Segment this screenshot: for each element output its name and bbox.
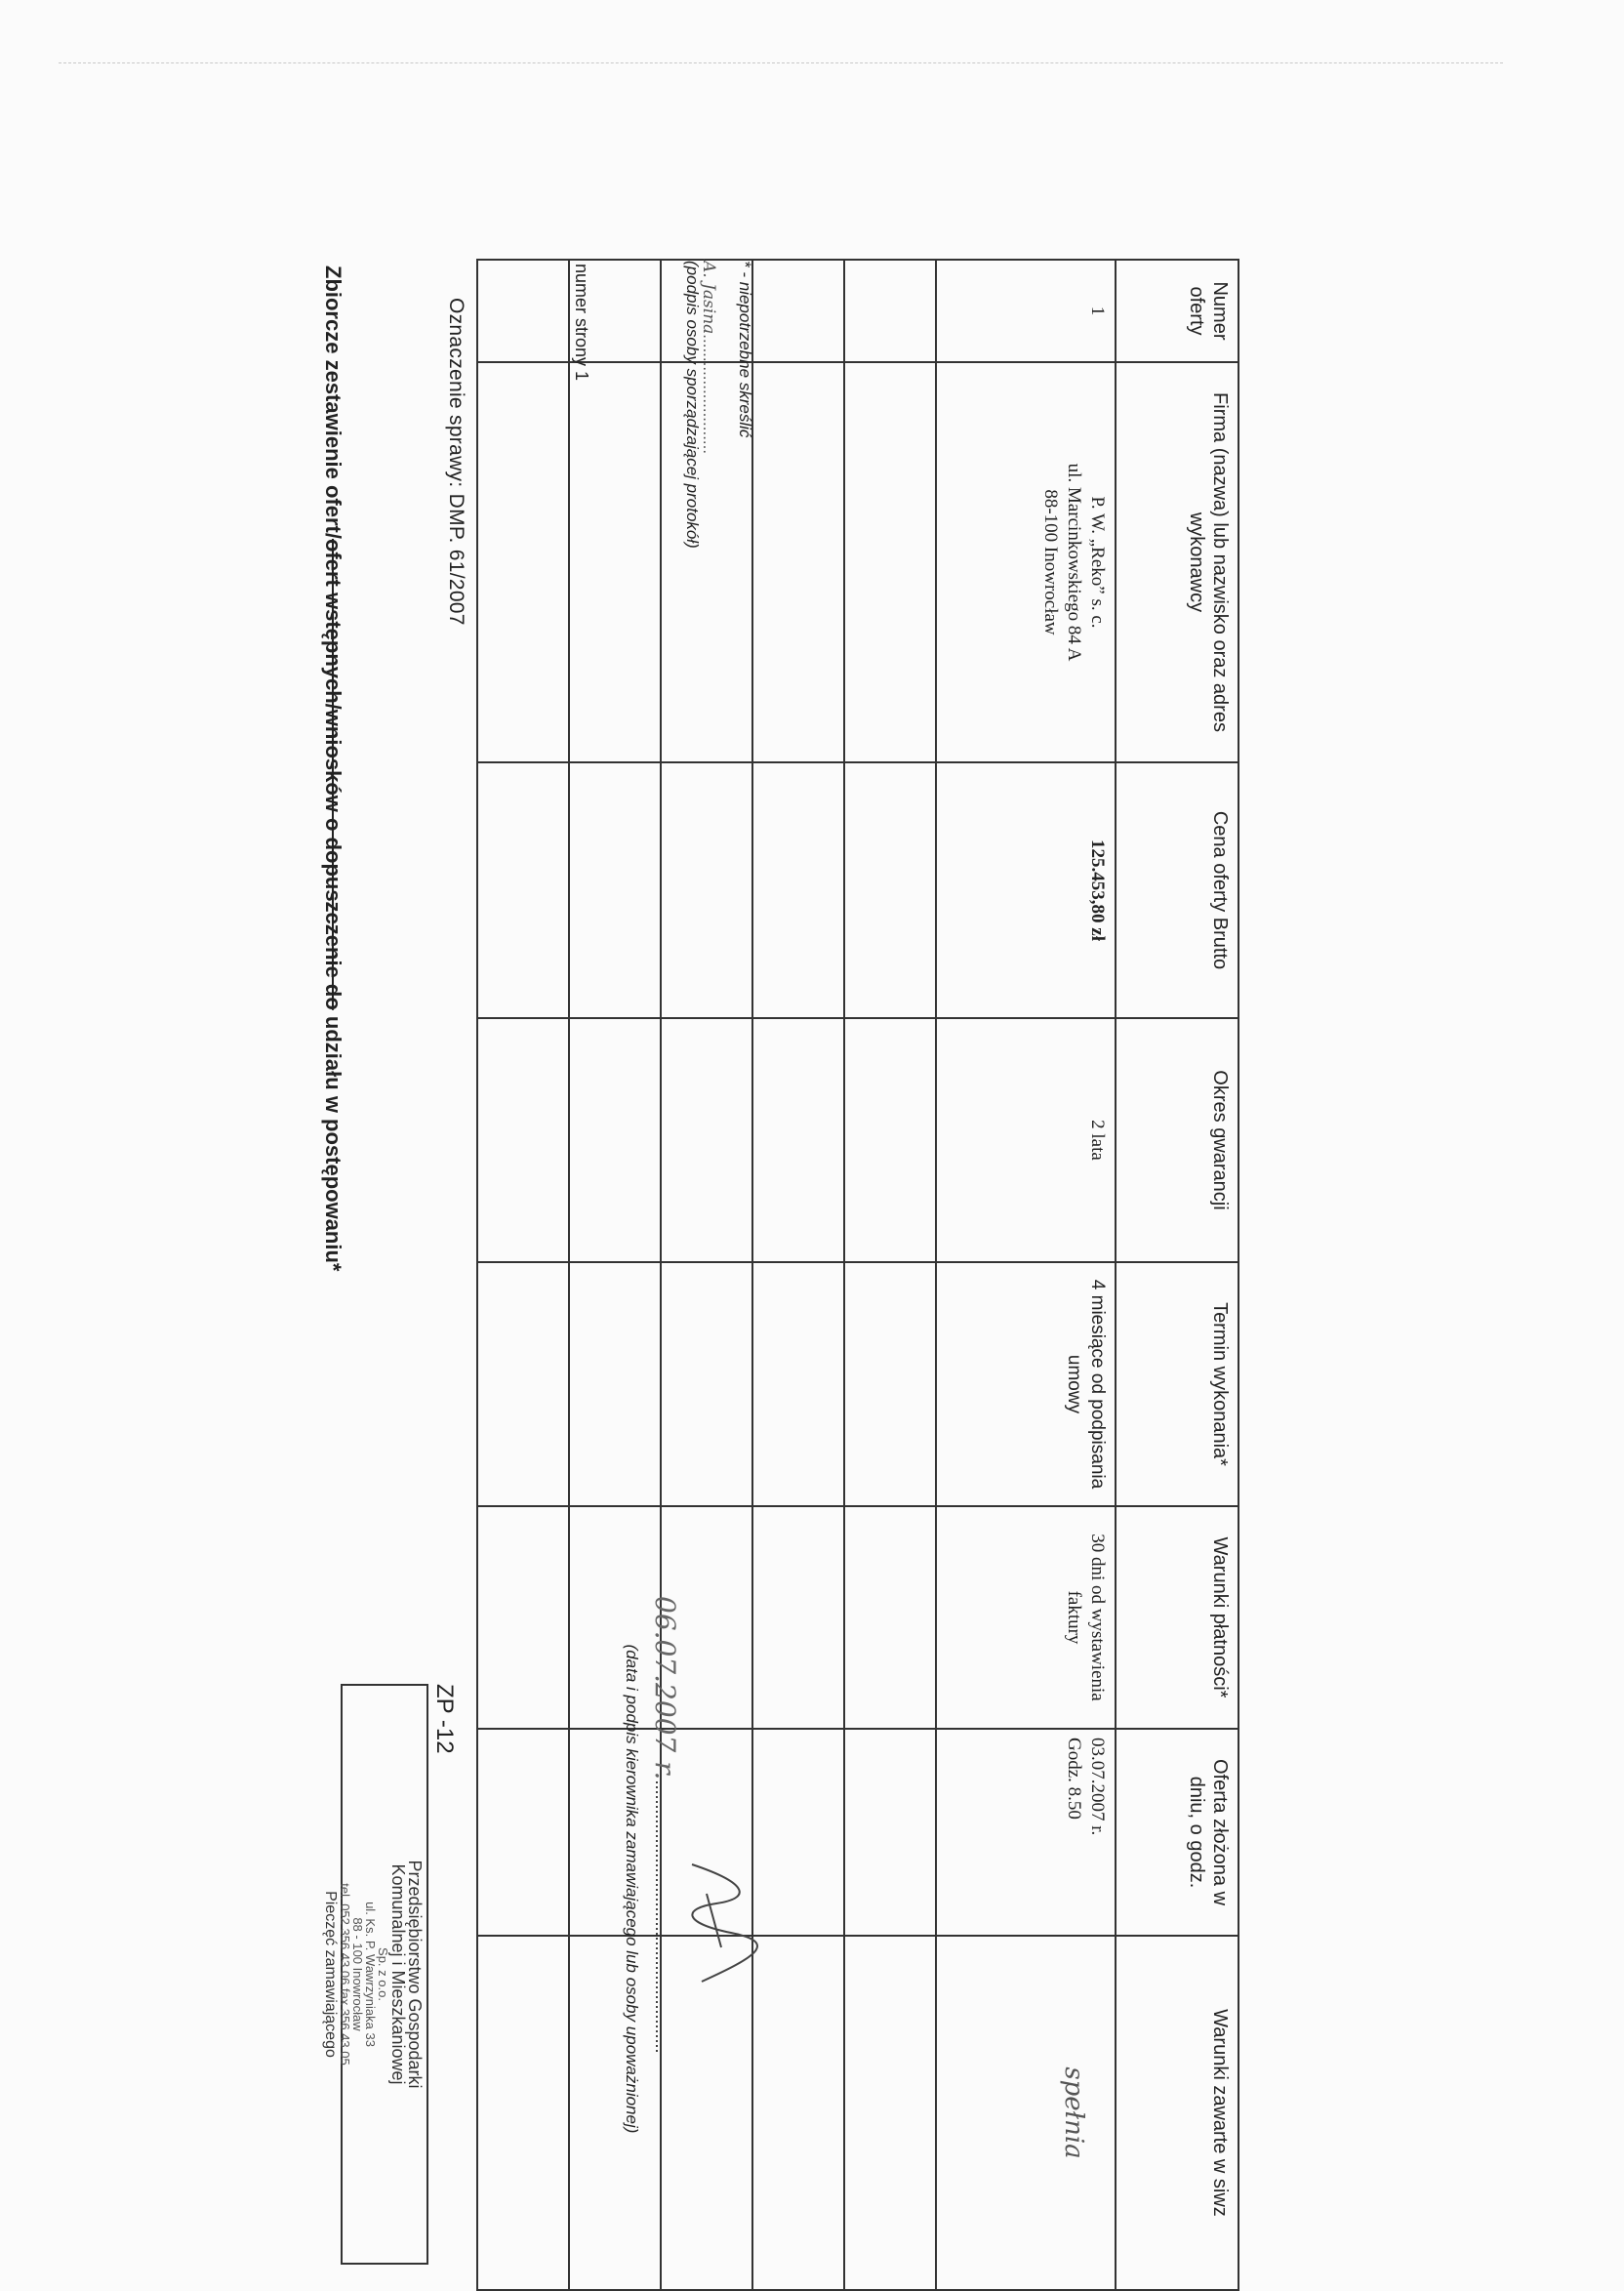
cell-conditions: spełnia [936, 1936, 1116, 2290]
header-company: Firma (nazwa) lub nazwisko oraz adres wykonawcy [1116, 362, 1238, 762]
stamp-line-1: Przedsiębiorstwo Gospodarki [405, 1860, 425, 2089]
stamp-line-3: Sp. z o.o. [376, 1947, 390, 2001]
company-street: ul. Marcinkowskiego 84 A [1064, 463, 1084, 662]
left-signature-caption: (podpis osoby sporządzającej protokół) [683, 261, 702, 549]
form-code: ZP -12 [431, 1684, 458, 1754]
header-term: Termin wykonania* [1116, 1262, 1238, 1506]
stamp-line-4: ul. Ks. P. Wawrzyniaka 33 [363, 1902, 378, 2047]
stamp-line-5: 88 - 100 Inowrocław [350, 1917, 365, 2031]
header-submitted: Oferta złożona w dniu, o godz. [1116, 1729, 1238, 1936]
table-header-row [1116, 260, 1238, 2290]
header-warranty: Okres gwarancji [1116, 1018, 1238, 1262]
right-signature-line: 06.07.2007 r......................................................... [649, 1596, 681, 2054]
submitted-time: Godz. 8.50 [1064, 1738, 1084, 1820]
company-name: P. W. „Reko” s. c. [1087, 496, 1108, 629]
submitted-date: 03.07.2007 r. [1087, 1738, 1108, 1836]
footnote: * - niepotrzebne skreślić [736, 261, 754, 438]
table-row-empty [844, 260, 936, 2290]
stamp-line-6: tel. 052 356 43 06 fax 356 43 05 [338, 1883, 352, 2066]
cell-warranty: 2 lata [936, 1018, 1116, 1262]
company-city: 88-100 Inowrocław [1040, 489, 1061, 635]
page-number: numer strony 1 [572, 264, 591, 382]
title-part-2: udziału w postępowaniu* [321, 1009, 345, 1272]
header-conditions: Warunki zawarte w siwz [1116, 1936, 1238, 2290]
left-signature-handwriting: A. Jasina [699, 261, 718, 335]
header-price: Cena oferty Brutto [1116, 762, 1238, 1018]
table-row-empty [477, 260, 569, 2290]
right-signature-date: 06.07.2007 r. [649, 1596, 681, 1780]
header-payment: Warunki płatności* [1116, 1506, 1238, 1729]
right-signature-caption: (data i podpis kierownika zamawiającego lub osoby upoważnionej) [623, 1644, 641, 2134]
offers-table [476, 259, 1239, 2291]
company-stamp [322, 1684, 428, 2265]
table-row [936, 260, 1116, 2290]
case-reference: Oznaczenie sprawy: DMP. 61/2007 [445, 298, 467, 626]
stamp-line-2: Komunalnej i Mieszkaniowej [388, 1863, 408, 2085]
table-row-empty [752, 260, 844, 2290]
signature-scribble-icon [672, 1855, 760, 1991]
cell-term: 4 miesiące od podpisania umowy [936, 1262, 1116, 1506]
stamp-caption: Pieczęć zamawiającego [322, 1891, 339, 2058]
cell-submitted [936, 1729, 1116, 1936]
cell-price: 125.453,80 zł [936, 762, 1116, 1018]
table-row-empty [569, 260, 661, 2290]
cell-payment: 30 dni od wystawienia faktury [936, 1506, 1116, 1729]
title-struck-text: ofert wstępnych/wniosków o dopuszczenie do [321, 538, 345, 1010]
left-signature: A. Jasina.......................... [699, 261, 718, 455]
title-part-1: Zbiorcze zestawienie ofert/ [321, 266, 345, 539]
header-offer-number: Numer oferty [1116, 260, 1238, 362]
cell-company [936, 362, 1116, 762]
cell-offer-number: 1 [936, 260, 1116, 362]
document-title [320, 266, 345, 1272]
